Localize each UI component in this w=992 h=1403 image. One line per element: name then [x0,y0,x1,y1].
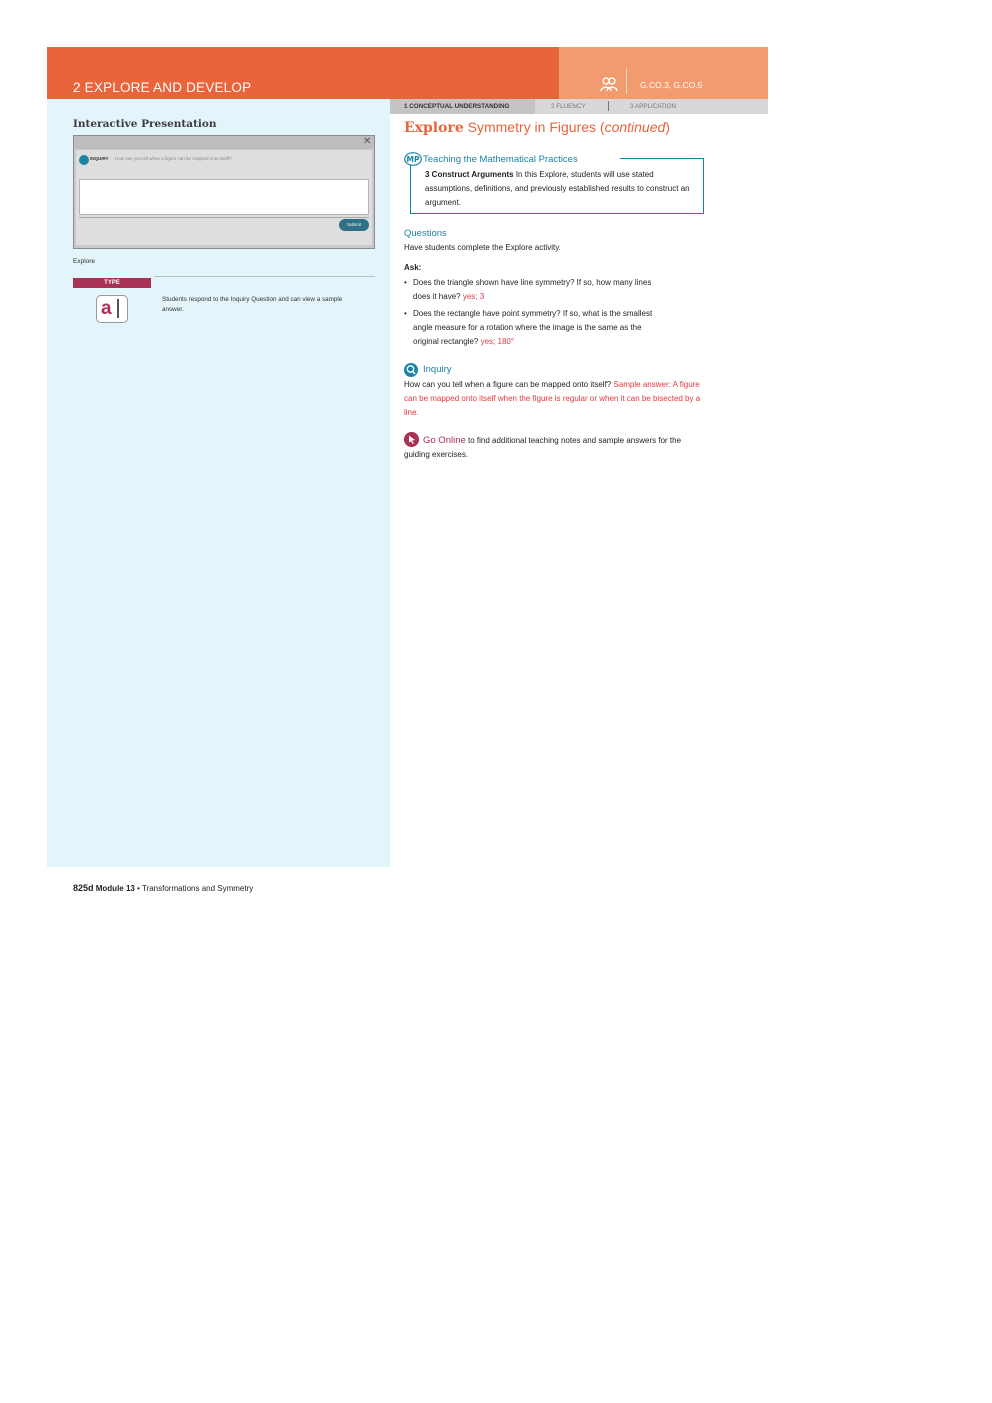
people-icon [599,76,619,92]
title-bold: Explore [404,120,464,136]
header-divider [626,68,627,94]
answer-text: yes; 180° [480,337,515,346]
list-item: • Does the triangle shown have line symmetry? If so, how many lines does it have? yes; 3 [404,278,652,301]
inquiry-icon [79,155,89,165]
footer-topic: Transformations and Symmetry [141,884,254,893]
go-online-link[interactable]: Go Online [423,435,466,446]
question-mark-icon [404,363,418,377]
inquiry-heading: Inquiry [423,364,452,375]
caption-rule [154,276,375,277]
inquiry-answer: Sample answer: A figure can be mapped onto itself when the figure is regular or when it can be bisected by a line. [404,380,701,417]
page-footer [73,883,253,893]
go-online-description: to find additional teaching notes and sample answers for the guiding exercises. [404,436,682,459]
practices-lead: 3 Construct Arguments [425,170,514,179]
footer-separator: • [134,884,142,893]
page-number: 825d [73,883,94,893]
close-icon[interactable]: ✕ [363,136,372,147]
inquiry-question: How can you tell when a figure can be mapped onto itself? [115,156,232,161]
tab-label: 1 CONCEPTUAL UNDERSTANDING [404,103,510,110]
tab-fluency[interactable]: 2 FLUENCY [551,103,586,110]
inquiry-question-text: How can you tell when a figure can be mapped onto itself? [404,380,612,389]
questions-heading: Questions [404,228,447,239]
inquiry-body [404,378,704,420]
question-line: original rectangle? [413,337,479,346]
text-cursor-icon [117,299,119,318]
mp-icon [404,152,422,166]
title-italic: continued [604,119,666,135]
submit-button[interactable]: Submit [339,219,369,231]
tab-divider [608,101,609,111]
page-title [404,119,670,136]
answer-input[interactable] [79,179,369,215]
practices-title: Teaching the Mathematical Practices [423,154,578,165]
practices-text: In this Explore, students will use stated assumptions, definitions, and previously established results to construct an argument. [425,170,690,207]
mp-icon-text: MP [406,155,420,164]
footer-module: Module 13 [93,884,135,893]
inquiry-label: INQUIRY [90,156,109,161]
interactive-presentation-title: Interactive Presentation [73,118,217,130]
section-title: 2 EXPLORE AND DEVELOP [73,80,252,95]
type-icon-letter: a [101,298,112,319]
question-line: angle measure for a rotation where the image is the same as the [413,323,642,332]
questions-text: Have students complete the Explore activity. [404,243,561,252]
window-divider [79,217,369,218]
tab-application[interactable]: 3 APPLICATION [630,103,677,110]
type-description: Students respond to the Inquiry Question and can view a sample answer. [162,296,343,313]
type-badge: TYPE [73,278,151,288]
standards-label: G.CO.3, G.CO.5 [640,80,703,90]
question-line: does it have? [413,292,461,301]
go-online-text [404,434,704,462]
ask-label: Ask: [404,263,422,272]
title-text: Symmetry in Figures ( [467,119,605,135]
answer-text: yes; 3 [462,292,485,301]
question-line: Does the triangle shown have line symmetry? If so, how many lines [413,278,652,287]
standards-bar [559,47,768,99]
practices-body [425,168,695,210]
screenshot-caption: Explore [73,258,96,265]
list-item: • Does the rectangle have point symmetry? If so, what is the smallest angle measure for a rotation where the image is the same as the original rectangle? yes; 180° [404,309,653,346]
title-close: ) [665,119,670,135]
question-line: Does the rectangle have point symmetry? If so, what is the smallest [413,309,653,318]
presentation-window-titlebar [74,136,374,149]
